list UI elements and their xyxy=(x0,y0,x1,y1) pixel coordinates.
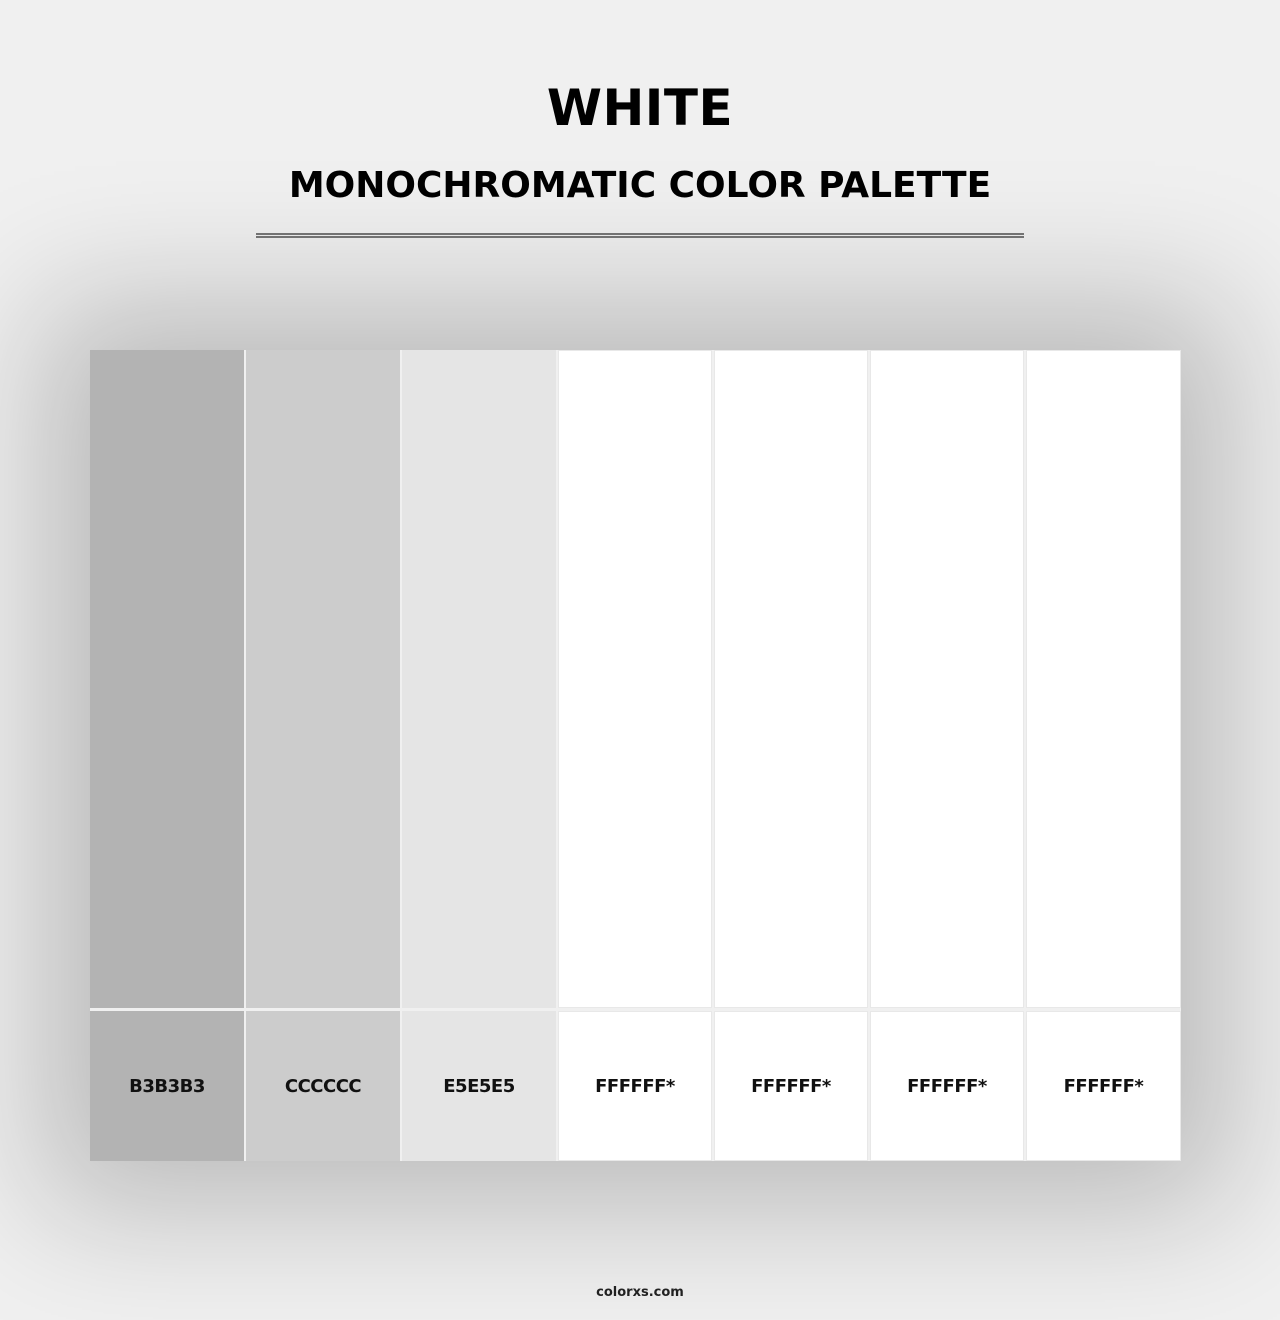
swatch-hex-label: FFFFFF* xyxy=(1063,1075,1144,1097)
swatch-column xyxy=(246,350,400,1161)
swatch-hex-label: FFFFFF* xyxy=(595,1075,675,1097)
title-divider xyxy=(256,233,1024,238)
color-swatch[interactable] xyxy=(558,350,712,1008)
swatch-hex-label: FFFFFF* xyxy=(907,1075,987,1097)
swatch-hex-label: B3B3B3 xyxy=(129,1075,205,1097)
swatch-label-cell[interactable] xyxy=(714,1011,868,1161)
color-swatch[interactable] xyxy=(402,350,556,1008)
swatch-column xyxy=(90,350,244,1161)
site-credit[interactable]: colorxs.com xyxy=(596,1285,684,1300)
swatch-label-cell[interactable] xyxy=(246,1011,400,1161)
swatch-hex-label: FFFFFF* xyxy=(751,1075,831,1097)
color-swatch[interactable] xyxy=(870,350,1024,1008)
color-swatch[interactable] xyxy=(246,350,400,1008)
swatch-label-cell[interactable] xyxy=(402,1011,556,1161)
swatch-hex-label: CCCCCC xyxy=(284,1075,362,1097)
swatch-column xyxy=(870,350,1024,1161)
swatch-column xyxy=(402,350,556,1161)
swatch-label-cell[interactable] xyxy=(558,1011,712,1161)
swatch-label-cell[interactable] xyxy=(1026,1011,1181,1161)
swatch-column xyxy=(714,350,868,1161)
swatch-label-cell[interactable] xyxy=(90,1011,244,1161)
swatch-column xyxy=(1026,350,1181,1161)
page-subtitle: MONOCHROMATIC COLOR PALETTE xyxy=(288,165,992,206)
color-swatch[interactable] xyxy=(90,350,244,1008)
swatch-column xyxy=(558,350,712,1161)
color-palette xyxy=(90,350,1181,1161)
page-title: WHITE xyxy=(546,79,734,137)
swatch-label-cell[interactable] xyxy=(870,1011,1024,1161)
swatch-hex-label: E5E5E5 xyxy=(443,1075,515,1097)
color-swatch[interactable] xyxy=(1026,350,1181,1008)
color-swatch[interactable] xyxy=(714,350,868,1008)
